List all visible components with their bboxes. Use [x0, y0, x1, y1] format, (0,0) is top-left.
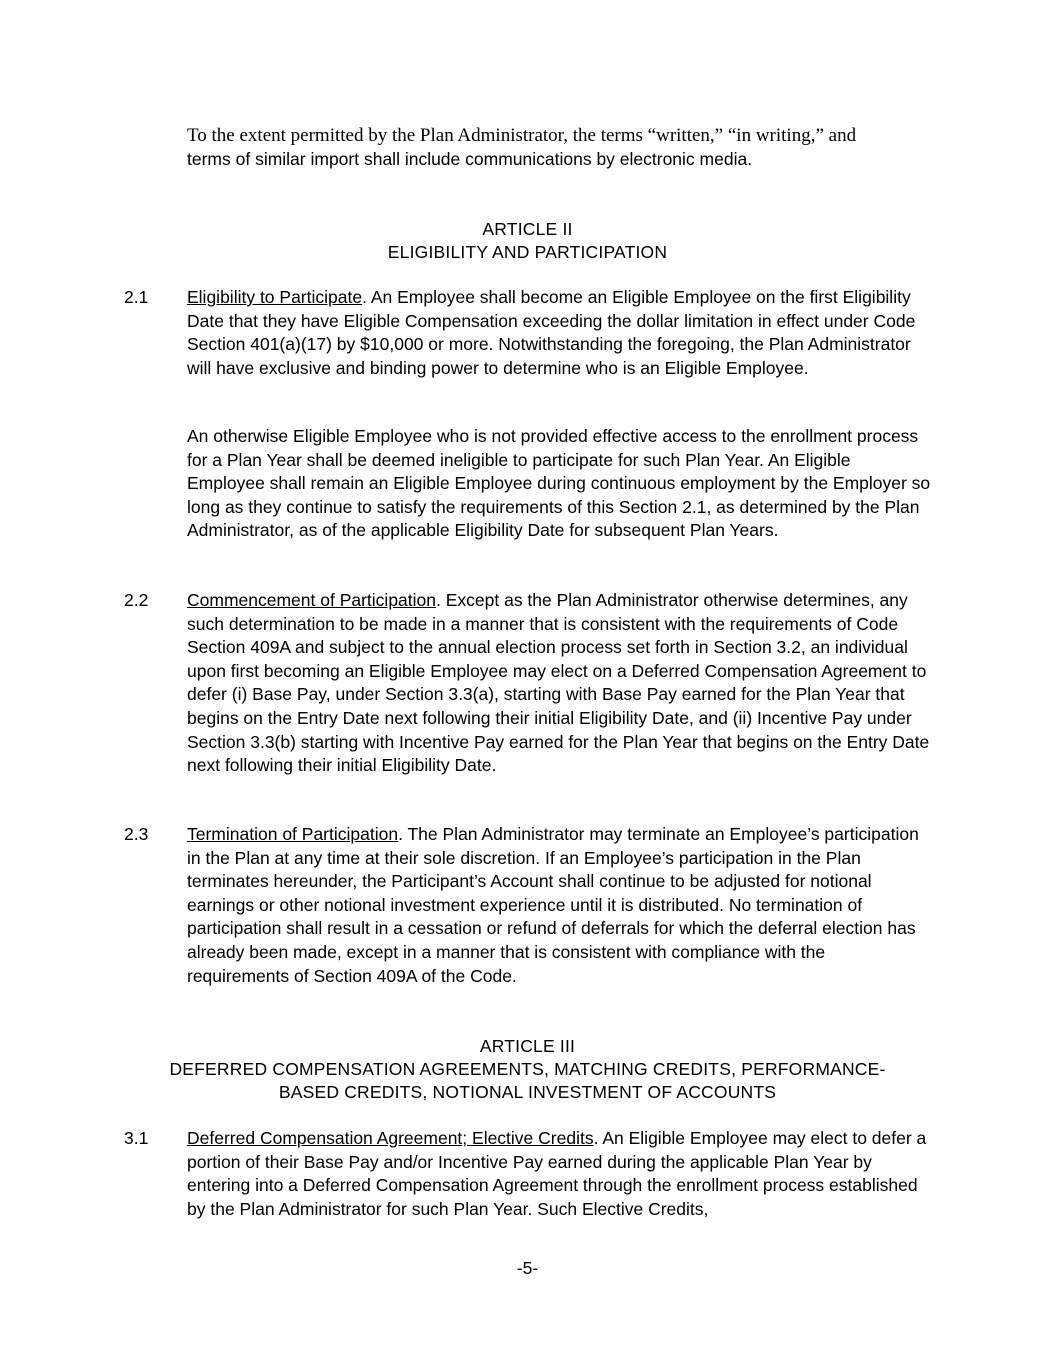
intro-line-2: terms of similar import shall include communications by electronic media.: [187, 148, 753, 169]
section-3-1-paragraph: [187, 1127, 932, 1221]
article-3-title-line-1: DEFERRED COMPENSATION AGREEMENTS, MATCHING CREDITS, PERFORMANCE-: [169, 1059, 886, 1079]
section-3-1-number: 3.1: [124, 1128, 149, 1148]
intro-line-1: To the extent permitted by the Plan Administrator, the terms “written,” “in writing,” and: [187, 125, 857, 146]
section-2-2-caption: Commencement of Participation: [187, 590, 436, 610]
section-2-1-caption: Eligibility to Participate: [187, 287, 363, 307]
section-3-1-caption: Deferred Compensation Agreement; Elective Credits: [187, 1128, 594, 1148]
section-3-1-text: . An Eligible Employee may elect to defer a portion of their Base Pay and/or Incentive Pay earned during the applicable Plan Year by entering into a Deferred Compensation Agreement through the enrollment process established by the Plan Administrator for such Plan Year. Such Elective Credits,: [187, 1128, 927, 1219]
article-3-number: ARTICLE III: [479, 1036, 576, 1056]
section-2-3-caption: Termination of Participation: [187, 824, 399, 844]
section-2-1-paragraph-2: An otherwise Eligible Employee who is not provided effective access to the enrollment process for a Plan Year shall be deemed ineligible to participate for such Plan Year. An Eligible Employee shall remain an Eligible Employee during continuous employment by the Employer so long as they continue to satisfy the requirements of this Section 2.1, as determined by the Plan Administrator, as of the applicable Eligibility Date for subsequent Plan Years.: [187, 426, 931, 541]
article-2-title: ELIGIBILITY AND PARTICIPATION: [387, 242, 668, 262]
section-2-1-number: 2.1: [124, 287, 149, 307]
section-2-3-text: . The Plan Administrator may terminate an Employee’s participation in the Plan at any time at their sole discretion. If an Employee’s participation in the Plan terminates hereunder, the Participant’s Account shall continue to be adjusted for notional earnings or other notional investment experience until it is distributed. No termination of participation shall result in a cessation or refund of deferrals for which the deferral election has already been made, except in a manner that is consistent with compliance with the requirements of Section 409A of the Code.: [187, 824, 919, 986]
section-2-3-paragraph: [187, 823, 932, 988]
article-3-title-line-2: BASED CREDITS, NOTIONAL INVESTMENT OF ACCOUNTS: [278, 1082, 777, 1102]
page-number: -5-: [516, 1258, 539, 1278]
intro-paragraph: [187, 124, 932, 171]
section-2-2-paragraph: [187, 589, 932, 778]
section-2-1-paragraph: [187, 286, 932, 380]
section-2-2-text: . Except as the Plan Administrator otherwise determines, any such determination to be made in a manner that is consistent with the requirements of Code Section 409A and subject to the annual election process set forth in Section 3.2, an individual upon first becoming an Eligible Employee may elect on a Deferred Compensation Agreement to defer (i) Base Pay, under Section 3.3(a), starting with Base Pay earned for the Plan Year that begins on the Entry Date next following their initial Eligibility Date, and (ii) Incentive Pay under Section 3.3(b) starting with Incentive Pay earned for the Plan Year that begins on the Entry Date next following their initial Eligibility Date.: [187, 590, 930, 776]
section-2-3-number: 2.3: [124, 824, 149, 844]
section-2-1-text: . An Employee shall become an Eligible Employee on the first Eligibility Date that they have Eligible Compensation exceeding the dollar limitation in effect under Code Section 401(a)(17) by $10,000 or more. Notwithstanding the foregoing, the Plan Administrator will have exclusive and binding power to determine who is an Eligible Employee.: [187, 287, 916, 378]
article-2-number: ARTICLE II: [482, 219, 573, 239]
section-2-2-number: 2.2: [124, 590, 149, 610]
